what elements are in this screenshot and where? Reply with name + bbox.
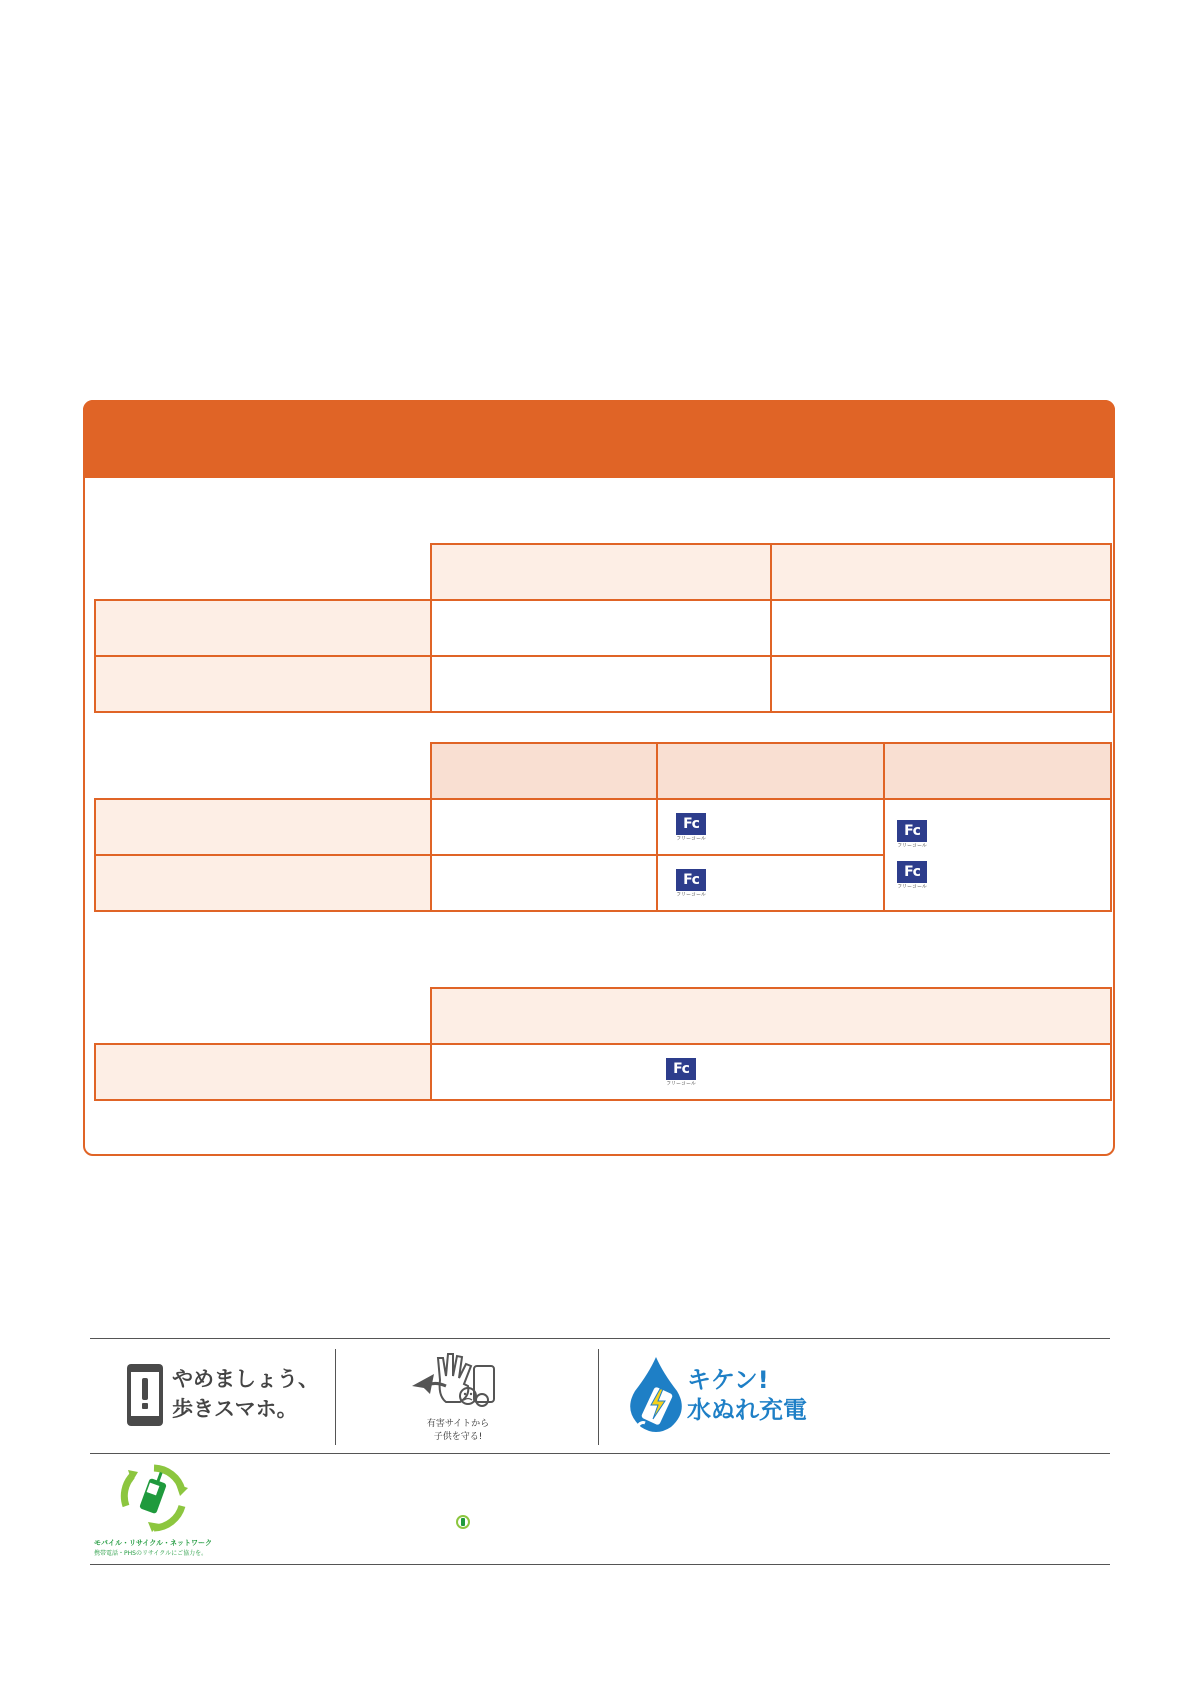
harmful-sites-caption-line2: 子供を守る! <box>433 1432 483 1442</box>
water-drop-lightning-icon <box>627 1355 685 1439</box>
mini-recycle-icon <box>456 1514 470 1533</box>
free-call-badge-letters: Fc <box>897 861 927 883</box>
divider-bottom <box>90 1564 1110 1565</box>
free-call-icon <box>676 869 706 898</box>
free-call-badge-letters: Fc <box>676 813 706 835</box>
free-call-badge-letters: Fc <box>897 820 927 842</box>
table-cell <box>771 600 1111 656</box>
harmful-sites-caption <box>408 1418 508 1444</box>
walking-text-line1: やめましょう、 <box>172 1367 319 1391</box>
table-cell <box>431 855 657 911</box>
table-row <box>95 988 1111 1044</box>
table-cell <box>431 799 657 855</box>
row-label-cell <box>95 799 431 855</box>
row-label-cell <box>95 855 431 911</box>
mobile-recycle-icon <box>118 1462 190 1538</box>
table-2 <box>94 742 1112 912</box>
table-cell <box>431 656 771 712</box>
mobile-recycle-logo <box>92 1462 222 1558</box>
table-header-cell <box>431 743 657 799</box>
harmful-sites-caption-line1: 有害サイトから <box>426 1419 490 1429</box>
table-row <box>95 544 1111 600</box>
table-header-cell <box>431 544 771 600</box>
table-header-cell <box>431 988 1111 1044</box>
harmful-sites-banner <box>408 1350 518 1446</box>
divider-top <box>90 1338 1110 1339</box>
blank-cell <box>95 544 431 600</box>
table-header-cell <box>657 743 884 799</box>
table-header-cell <box>771 544 1111 600</box>
row-label-cell <box>95 600 431 656</box>
free-call-stack <box>885 800 1110 910</box>
blank-cell <box>95 743 431 799</box>
blank-cell <box>95 988 431 1044</box>
walking-text <box>172 1364 319 1424</box>
free-call-badge-caption: フリーコール <box>676 835 706 842</box>
table-row <box>95 656 1111 712</box>
water-charge-banner <box>627 1355 817 1439</box>
protect-children-icon <box>410 1350 510 1416</box>
smartphone-exclamation-icon <box>126 1363 164 1431</box>
free-call-icon <box>676 813 706 842</box>
table-cell <box>657 855 884 911</box>
free-call-icon <box>897 820 927 849</box>
water-charge-text-line2: 水ぬれ充電 <box>687 1396 807 1424</box>
divider-middle <box>90 1453 1110 1454</box>
free-call-badge-caption: フリーコール <box>897 843 927 849</box>
table-header-cell <box>884 743 1111 799</box>
free-call-icon <box>897 861 927 890</box>
table-cell <box>431 600 771 656</box>
water-charge-text <box>687 1365 807 1425</box>
table-row <box>95 1044 1111 1100</box>
walking-smartphone-banner <box>124 1360 324 1432</box>
panel-header <box>83 400 1115 478</box>
free-call-badge-caption: フリーコール <box>666 1080 696 1087</box>
table-row <box>95 799 1111 855</box>
free-call-badge-letters: Fc <box>676 869 706 891</box>
free-call-badge-caption: フリーコール <box>897 884 927 890</box>
recycle-caption-2: 携帯電話・PHSのリサイクルにご協力を。 <box>94 1550 208 1557</box>
walking-text-line2: 歩きスマホ。 <box>172 1397 298 1421</box>
table-cell <box>657 799 884 855</box>
table-row <box>95 743 1111 799</box>
free-call-badge-caption: フリーコール <box>676 891 706 898</box>
free-call-badge-letters: Fc <box>666 1058 696 1080</box>
divider-vertical-2 <box>598 1349 599 1445</box>
table-1 <box>94 543 1112 713</box>
table-cell <box>884 799 1111 911</box>
free-call-icon <box>666 1058 696 1087</box>
contact-panel <box>83 400 1115 1156</box>
recycle-caption-1: モバイル・リサイクル・ネットワーク <box>94 1539 213 1547</box>
table-cell <box>431 1044 1111 1100</box>
water-charge-text-line1: キケン! <box>687 1366 769 1394</box>
row-label-cell <box>95 1044 431 1100</box>
table-3 <box>94 987 1112 1101</box>
row-label-cell <box>95 656 431 712</box>
table-row <box>95 600 1111 656</box>
divider-vertical-1 <box>335 1349 336 1445</box>
table-cell <box>771 656 1111 712</box>
